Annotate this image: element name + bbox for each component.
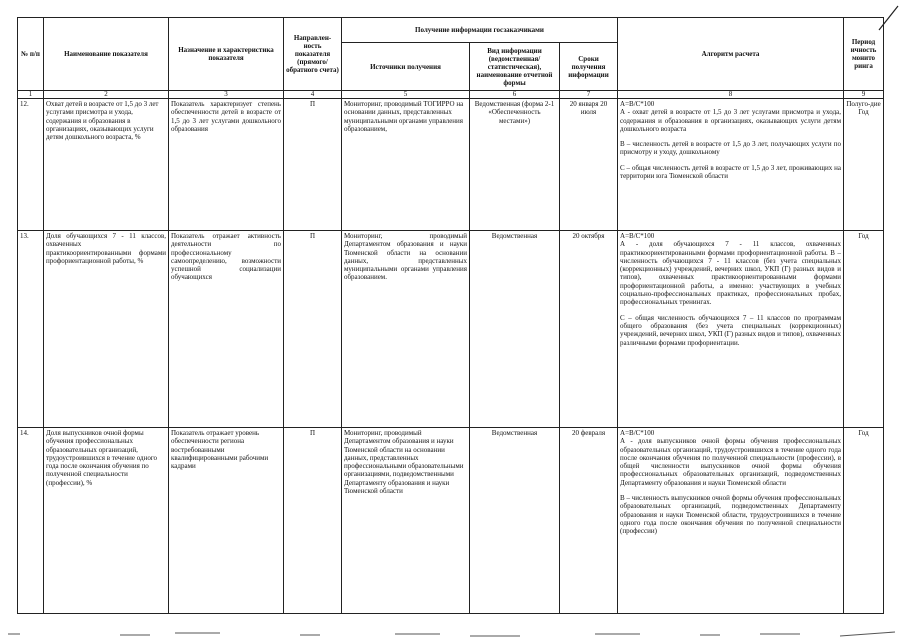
header-name: Наименование показателя (44, 18, 169, 91)
indicator-purpose: Показатель характеризует степень обеспеченности детей в возрасте от 1,5 до 3 лет услугами дошкольного образования (169, 99, 284, 231)
column-numbers-row (18, 91, 884, 99)
info-type: Ведомственная (форма 2-1 «Обеспеченность местами») (470, 99, 560, 231)
info-type: Ведомственная (470, 231, 560, 428)
row-num: 14. (18, 428, 44, 614)
calc-algorithm (618, 231, 844, 428)
info-type: Ведомственная (470, 428, 560, 614)
header-info-type: Вид информации (ведомственная/ статистическая), наименование отчетной формы (470, 43, 560, 91)
algo-paragraph: А - доля обучающихся 7 - 11 классов, охваченных практикоориентированными формами профориентационной работы. В – численность обучающихся 7 - 11 классов (без учета специальных (коррекционных) учреждений, вечерних школ, УКП (Г) разных видов и типов), охваченных практикоориентированными формами профориентационной работы, а именно: участвующих в учебных социально-профессиональных практиках, профессиональных пробах, профессиональных тренингах. (620, 240, 842, 307)
column-number: 5 (342, 91, 470, 99)
column-number: 2 (44, 91, 169, 99)
row-num: 12. (18, 99, 44, 231)
header-num: № п/п (18, 18, 44, 91)
header-algorithm: Алгоритм расчета (618, 18, 844, 91)
table-row (18, 99, 884, 231)
info-source: Мониторинг, проводимый Департаментом образования и науки Тюменской области на основании данных, представленных муниципальными органами управления образованием. (342, 231, 470, 428)
info-deadline: 20 октября (560, 231, 618, 428)
algo-paragraph: В – численность детей в возрасте от 1,5 до 3 лет, получающих услуги по присмотру и уходу, дошкольному (620, 140, 842, 157)
info-source: Мониторинг, проводимый ТОГИРРО на основании данных, представленных муниципальными органами управления образованием, (342, 99, 470, 231)
algo-paragraph: А - охват детей в возрасте от 1,5 до 3 лет услугами присмотра и ухода, содержания и образования в организациях, оказывающих услуги детям дошкольного возраста (620, 108, 842, 133)
column-number: 7 (560, 91, 618, 99)
indicator-name: Доля обучающихся 7 - 11 классов, охваченных практикоориентированными формами профориентационной работы, % (44, 231, 169, 428)
calc-algorithm (618, 428, 844, 614)
indicator-direction: П (284, 231, 342, 428)
monitoring-period: Год (844, 428, 884, 614)
indicator-direction: П (284, 428, 342, 614)
header-periodicity: Период ичность монито ринга (844, 18, 884, 91)
indicator-direction: П (284, 99, 342, 231)
column-number: 4 (284, 91, 342, 99)
header-sources: Источники получения (342, 43, 470, 91)
info-source: Мониторинг, проводимый Департаментом образования и науки Тюменской области на основании данных, представленных профессиональными образовательными организациями, подведомственными Департаменту образования и науки Тюменской области (342, 428, 470, 614)
table-row (18, 231, 884, 428)
algo-paragraph: С – общая численность детей в возрасте от 1,5 до 3 лет, проживающих на территории юга Тюменской области (620, 163, 842, 181)
algo-paragraph: В – численность выпускников очной формы обучения профессиональных образовательных организаций, подведомственных Департаменту образования и науки Тюменской области, трудоустроившихся в течение одного года после окончания обучения по полученной специальности (профессии) (620, 494, 842, 536)
column-number: 8 (618, 91, 844, 99)
header-info-group: Получение информации госзаказчиками (342, 18, 618, 43)
algo-formula: A=B/C*100 (620, 100, 655, 108)
indicator-name: Доля выпускников очной формы обучения профессиональных образовательных организаций, трудоустроившихся в течение одного года после окончания обучения по полученной специальности (профессии), % (44, 428, 169, 614)
table-row (18, 428, 884, 614)
indicator-purpose: Показатель отражает активность деятельности по профессиональному самоопределению, возможности успешной социализации обучающихся (169, 231, 284, 428)
monitoring-period: Полуго-дие Год (844, 99, 884, 231)
algo-paragraph: С – общая численность обучающихся 7 – 11 классов по программам общего образования (без учета специальных (коррекционных) учреждений, вечерних школ, УКП (Г) разных видов и типов), охваченных различными формами профориентации. (620, 313, 842, 347)
scan-edge-noise (0, 626, 905, 640)
calc-algorithm (618, 99, 844, 231)
header-purpose: Назначение и характеристика показателя (169, 18, 284, 91)
column-number: 9 (844, 91, 884, 99)
header-deadlines: Сроки получения информации (560, 43, 618, 91)
info-deadline: 20 января 20 июля (560, 99, 618, 231)
row-num: 13. (18, 231, 44, 428)
indicator-name: Охват детей в возрасте от 1,5 до 3 лет услугами присмотра и ухода, содержания и образования в организациях, оказывающих услуги детям дошкольного возраста, % (44, 99, 169, 231)
column-number: 6 (470, 91, 560, 99)
header-direction: Направлен-ность показателя (прямого/обратного счета) (284, 18, 342, 91)
algo-formula: A=B/C*100 (620, 232, 655, 240)
algo-paragraph: А - доля выпускников очной формы обучения профессиональных образовательных организаций, трудоустроившихся в течение одного года после окончания обучения по полученной специальности (профессии), в общей численности выпускников очной формы обучения профессиональных образовательных организаций, подведомственных Департаменту образования и науки Тюменской области (620, 437, 842, 487)
info-deadline: 20 февраля (560, 428, 618, 614)
column-number: 1 (18, 91, 44, 99)
algo-formula: A=B/C*100 (620, 429, 655, 437)
indicator-purpose: Показатель отражает уровень обеспеченности региона востребованными квалифицированными рабочими кадрами (169, 428, 284, 614)
column-number: 3 (169, 91, 284, 99)
indicators-table (17, 17, 884, 614)
monitoring-period: Год (844, 231, 884, 428)
